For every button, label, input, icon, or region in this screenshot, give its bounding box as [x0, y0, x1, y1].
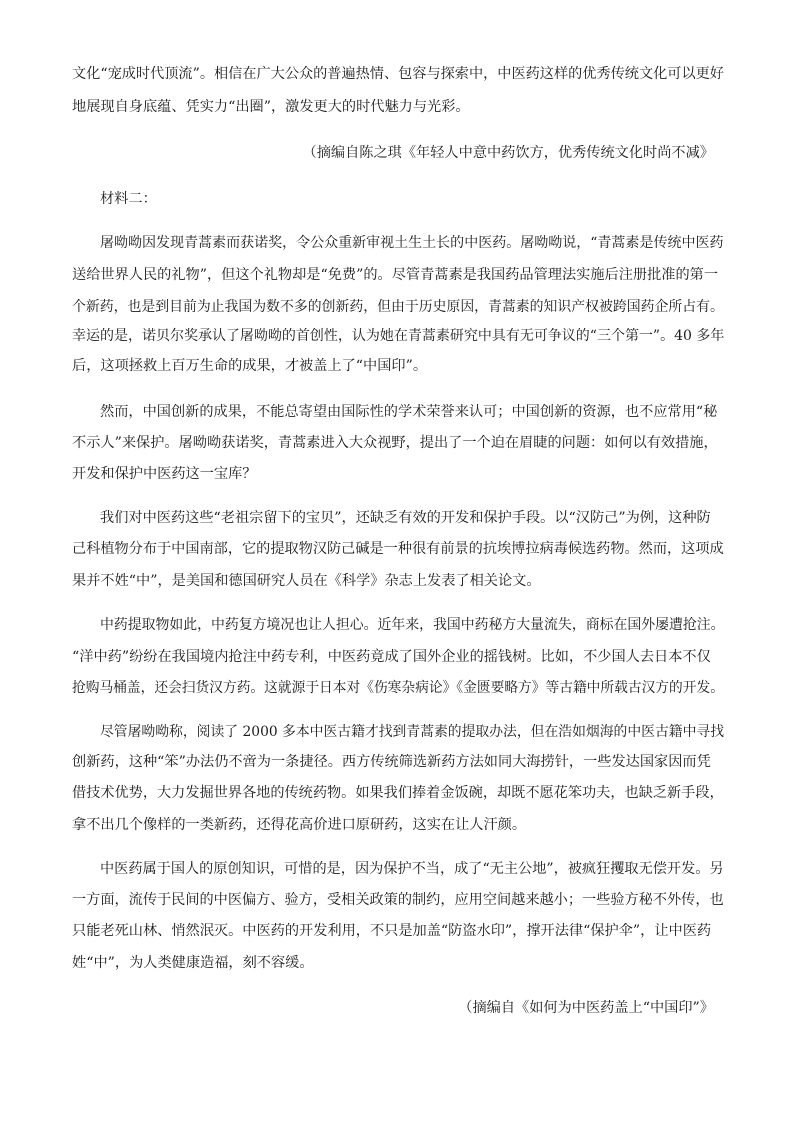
paragraph-line: 个新药，也是到目前为止我国为数不多的创新药，但由于历史原因，青蒿素的知识产权被跨国药企所占有。 — [72, 299, 724, 315]
paragraph-line: 送给世界人民的礼物”，但这个礼物却是“免费”的。尽管青蒿素是我国药品管理法实施后注册批准的第一 — [72, 267, 719, 283]
paragraph-line: 地展现自身底蕴、凭实力“出圈”，激发更大的时代魅力与光彩。 — [72, 99, 470, 115]
paragraph-line: 己科植物分布于中国南部，它的提取物汉防己碱是一种很有前景的抗埃博拉病毒候选药物。然而，这项成 — [72, 541, 724, 557]
paragraph-line: 一方面，流传于民间的中医偏方、验方，受相关政策的制约，应用空间越来越小；一些验方秘不外传，也 — [72, 892, 724, 908]
paragraph-line: 文化“宠成时代顶流”。相信在广大公众的普遍热情、包容与探索中，中医药这样的优秀传统文化可以更好 — [72, 66, 724, 82]
paragraph-line: 中医药属于国人的原创知识，可惜的是，因为保护不当，成了“无主公地”，被疯狂攫取无偿开发。另 — [100, 861, 724, 877]
section-heading: 材料二： — [100, 191, 157, 207]
paragraph-line: 借技术优势，大力发掘世界各地的传统药物。如果我们捧着金饭碗，却既不愿花笨功夫，也缺乏新手段， — [72, 785, 724, 801]
source-citation: （摘编自《如何为中医药盖上“中国印”》 — [458, 1000, 714, 1016]
paragraph-line: 幸运的是，诺贝尔奖承认了屠呦呦的首创性，认为她在青蒿素研究中具有无可争议的“三个第一”。40 多年 — [72, 328, 725, 344]
paragraph-line: 抢购马桶盖，还会扫货汉方药。这就源于日本对《伤寒杂病论》《金匮要略方》等古籍中所载古汉方的开发。 — [72, 680, 724, 696]
paragraph-line: 只能老死山林、悄然泯灭。中医药的开发利用，不只是加盖“防盗水印”，撑开法律“保护伞”，让中医药 — [72, 923, 712, 939]
paragraph-line: 我们对中医药这些“老祖宗留下的宝贝”，还缺乏有效的开发和保护手段。以“汉防己”为例，这种防 — [100, 510, 711, 526]
paragraph-line: 然而，中国创新的成果，不能总寄望由国际性的学术荣誉来认可；中国创新的资源，也不应常用“秘 — [100, 404, 718, 420]
paragraph-line: “洋中药”纷纷在我国境内抢注中药专利，中医药竟成了国外企业的摇钱树。比如，不少国人去日本不仅 — [72, 649, 711, 665]
paragraph-line: 姓“中”，为人类健康造福，刻不容缓。 — [72, 955, 314, 971]
paragraph-line: 果并不姓“中”，是美国和德国研究人员在《科学》杂志上发表了相关论文。 — [72, 573, 541, 589]
paragraph-line: 创新药，这种“笨”办法仍不啻为一条捷径。西方传统筛选新药方法如同大海捞针，一些发达国家因而凭 — [72, 754, 711, 770]
source-citation: （摘编自陈之琪《年轻人中意中药饮方，优秀传统文化时尚不减》 — [302, 145, 714, 161]
paragraph-line: 尽管屠呦呦称，阅读了 2000 多本中医古籍才找到青蒿素的提取办法，但在浩如烟海的中医古籍中寻找 — [100, 724, 725, 740]
paragraph-line: 开发和保护中医药这一宝库？ — [72, 466, 257, 482]
paragraph-line: 不示人”来保护。屠呦呦获诺奖，青蒿素进入大众视野，提出了一个迫在眉睫的问题：如何以有效措施， — [72, 435, 718, 451]
paragraph-line: 屠呦呦因发现青蒿素而获诺奖，令公众重新审视土生土长的中医药。屠呦呦说，“青蒿素是传统中医药 — [100, 235, 724, 251]
paragraph-line: 拿不出几个像样的一类新药，还得花高价进口原研药，这实在让人汗颜。 — [72, 817, 527, 833]
paragraph-line: 中药提取物如此，中药复方境况也让人担心。近年来，我国中药秘方大量流失，商标在国外屡遭抢注。 — [100, 617, 725, 633]
paragraph-line: 后，这项拯救上百万生命的成果，才被盖上了“中国印”。 — [72, 358, 428, 374]
